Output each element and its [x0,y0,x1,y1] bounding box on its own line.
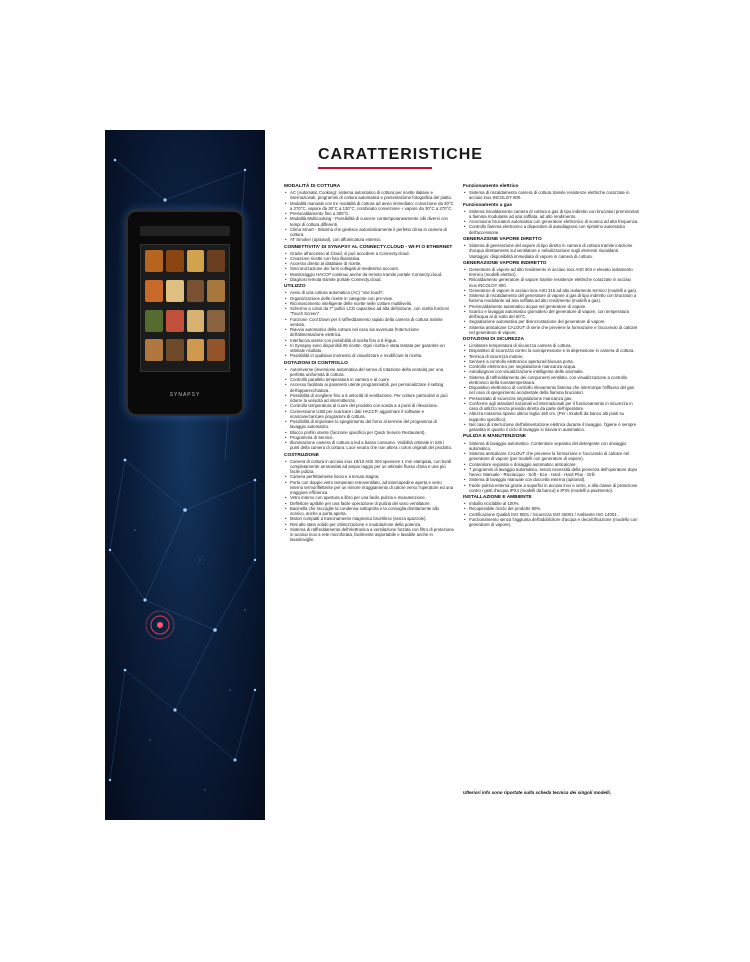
feature-item: • Imballo riciclabile al 100%. [463,501,639,506]
feature-item: • AC (Automatic Cooking): sistema automatico di cottura per ricette italiane e internazionali, programmi di cottura automatica e presentazione fotografica del piatto. [284,190,454,201]
feature-list [284,190,454,243]
feature-item: • Possibilità di scegliere fino a 6 velocità di ventilazione. Per cotture particolari si può ridurre la velocità ad intermittenza. [284,393,454,404]
feature-item: • Funzionamento senza l'aggiunta dell'addolcitore d'acqua e decalcificazione (modello con generatore di vapore). [463,517,639,528]
feature-item: • Conforme agli standard nazionali ed internazionali per il funzionamento in sicurezza in caso di utilizzo senza presidio diretto da parte dell'operatore. [463,401,639,412]
feature-item: • Autodiagnosi con visualizzazione intelligente delle anomalie. [463,369,639,374]
feature-item: • Schermo a colori da 7" pollici LCD capacitivo ad alta definizione, con scelta funzioni "Touch Screen". [284,306,454,317]
section-heading: DOTAZIONI DI CONTROLLO [284,360,348,366]
feature-item: • Controllo temperatura al cuore del prodotto con sonda a 4 punti di rilevazione. [284,403,454,408]
feature-section [463,434,639,493]
feature-item: • Possibilità in qualsiasi momento di visualizzare e modificare la ricetta. [284,353,454,358]
feature-item: • Sistema anticalcare CALOUT che previene la formazione e l'accumulo di calcare nel generatore di vapore (per modelli con generatore di vapore). [463,451,639,462]
feature-item: • Generatore di vapore in acciaio inox AISI 316 ad alto isolamento termico (modelli a gas). [463,288,639,293]
feature-item: • Sistema riscaldamento camera di cottura a gas di tipo indiretto con bruciatori premiscelati a fiamma modulante ad aria soffiata, ad alto rendimento. [463,209,639,220]
feature-item: • Sistema di raffreddamento dell'elettronica a ventilazione forzata con filtro di protezione in acciaio inox a rete microforata, facilmente asportabile e lavabile anche in lavastoviglie. [284,527,454,543]
feature-list [463,441,639,494]
feature-item: • Accesso diretto al database di ricette. [284,261,454,266]
feature-item: • Sincronizzazione dei forni collegati al medesimo account. [284,266,454,271]
feature-section [463,495,639,527]
feature-item: • Accensione bruciatori automatica con generatore elettronico di scarica ad alta frequenza. [463,219,639,224]
feature-item: • Bacinella che raccoglie la condensa sottoporta e la convoglia direttamente allo scarico, anche a porta aperta. [284,506,454,517]
feature-item: • Riconoscimento intelligente delle ricette nelle cotture multilivello. [284,301,454,306]
feature-item: • Scarico e lavaggio automatico giornaliero del generatore di vapore, con temperatura dell'acqua al di sotto dei 60°C. [463,309,639,320]
feature-item: • Camera perfettamente liscia e a tenuta stagna. [284,474,454,479]
feature-item: • Preriscaldamento automatico acqua nel generatore di vapore. [463,304,639,309]
feature-item: • Termica di sicurezza motore. [463,354,639,359]
feature-item: • Diagnosi remota tramite portale Connecty.cloud. [284,277,454,282]
feature-item: • Limitatore temperatura di sicurezza camera di cottura. [463,343,639,348]
section-heading: GENERAZIONE VAPORE DIRETTO [463,236,542,242]
feature-list [284,367,454,451]
feature-item: • Grazie all'accesso al Cloud, si può accedere a Connecty.cloud. [284,251,454,256]
section-heading: DOTAZIONI DI SICUREZZA [463,337,524,343]
feature-item: • Altezza massima ripiano ultimo teglia 160 cm. (Per i modelli da banco alti posti su supporto specifico). [463,411,639,422]
feature-item: • Sistema di riscaldamento del generatore di vapore a gas di tipo indiretto con bruciatori a fiamma modulante ad aria soffiata ad alto rendimento (modelli a gas). [463,293,639,304]
feature-item: • Vetro interno con apertura a libro per una facile pulizia e manutenzione. [284,495,454,500]
feature-item: • Avvio di una cottura automatica (AC) "one touch". [284,290,454,295]
feature-item: • Autoreverse (inversione automatica del senso di rotazione della ventola) per una perfetta uniformità di cottura. [284,367,454,378]
feature-item: • Interfaccia utente con possibilità di scelta fino a 6 lingue. [284,338,454,343]
features-left-column [284,184,454,545]
feature-item: • Blocco profilo utente (funzione specifica per Quick Service Restaurant). [284,430,454,435]
feature-list [463,343,639,432]
feature-item: • Controllo elettronico per segnalazione mancanza acqua. [463,364,639,369]
section-heading: COSTRUZIONE [284,452,319,458]
feature-item: • Sistema di lavaggio automatico. Contenitore separato del detergente con dosaggio automatico. [463,441,639,452]
feature-item: • Deflettore apribile per una facile operazione di pulizia del vano ventilatore. [284,501,454,506]
feature-item: • Modalità manuale con tre modalità di cottura ad avvio immediato: convezione da 30°C a 270°C, vapore da 30°C a 130°C, combinato convezione + vapore da 30°C a 270°C. [284,201,454,212]
section-heading: CONNETTIVITA' DI SYNAPSY AL CONNECTY.CLOUD - WI-FI O ETHERNET [284,244,453,250]
feature-item: • Clima Smart - Sistema che gestisce automaticamente il perfetto clima in camera di cottura. [284,227,454,238]
feature-section [463,237,639,259]
feature-section [463,337,639,432]
hero-background [105,130,265,820]
feature-item: • Segnalazione automatica per disincrostazione del generatore di vapore. [463,319,639,324]
feature-item: • Sistema di generazione del vapore di tipo diretto in camera di cottura tramite iniezione d'acqua direttamente sul ventilatore e nebulizzazione sugli elementi riscaldanti. Vantaggio: disponibilità immediata di vapore in camera di cottura. [463,243,639,259]
feature-item: • Motori compatti a trascinamento magnetico brushless (senza spazzole). [284,516,454,521]
feature-item: • Sensore a controllo elettronico apertura/chiusura porta. [463,359,639,364]
feature-item: • Monitoraggio HACCP continuo anche da remoto tramite portale Connecty.cloud. [284,272,454,277]
feature-section [463,261,639,335]
feature-list [284,459,454,543]
feature-item: • Sistema anticalcare CALOUT di serie che previene la formazione e l'accumulo di calcare nel generatore di vapore. [463,325,639,336]
title-underline [318,167,432,169]
feature-item: • Modalità Multicooking - Possibilità di cuocere contemporaneamente cibi diversi con tempi di cottura differenti. [284,216,454,227]
footnote: Ulteriori info sono riportate sulla scheda tecnica dei singoli modelli. [463,790,612,795]
feature-item: • Sistema di raffreddamento dei componenti ventilato, con visualizzazione a controllo elettronico della sovratemperatura. [463,375,639,386]
oven-control-panel-image [126,210,244,416]
features-right-column [463,184,639,529]
feature-item: • Riavvio automatico della cottura nel caso sia avvenuta l'interruzione dell'alimentazione elettrica. [284,327,454,338]
feature-section [284,245,454,283]
feature-item: • 7 programmi di lavaggio automatico, senza necessità della presenza dell'operatore dopo l'avvio: Manuale - Risciacquo - Soft - Eco - Hard - Hard Plus - Grill. [463,467,639,478]
feature-item: • Creazione ricette con foto illustrativa. [284,256,454,261]
device-touchscreen [140,244,230,372]
feature-item: • Possibilità di impostare lo spegnimento del forno al termine del programma di lavaggio automatico. [284,419,454,430]
feature-item: • Controllo fiamma elettronico a dispositivo di autodiagnosi con ripristino automatico dell'accensione. [463,224,639,235]
section-heading: Funzionamento a gas [463,202,513,208]
feature-item: • Nel caso di interruzione dell'alimentazione elettrica durante il lavaggio, l'igiene è sempre garantita in quanto il ciclo di lavaggio si riavvia in automatico. [463,422,639,433]
feature-item: • Preriscaldamento fino a 300°C. [284,211,454,216]
feature-section [463,203,639,235]
feature-list [284,251,454,283]
feature-section [284,184,454,243]
feature-item: • Riscaldamento generatore di vapore tramite resistenze elettriche corazzate in acciaio inox INCOLOY 800. [463,277,639,288]
feature-item: • Connessione USB per scaricare i dati HACCP, aggiornare il software e scaricare/caricare programmi di cottura. [284,409,454,420]
feature-item: • Facile pulizia esterna grazie a superfici in acciaio inox e vetro, e alla classe di protezione contro i getti d'acqua IPX4 (modelli da banco) e IPX5 (modelli a pavimento). [463,483,639,494]
feature-section [284,284,454,358]
feature-item: • Funzione Cool Down per il raffreddamento rapido della camera di cottura tramite ventola. [284,317,454,328]
feature-item: • Programma di Service. [284,435,454,440]
feature-item: • Reti allo stato solido per ottimizzazione e modulazione della potenza. [284,522,454,527]
feature-item: • Illuminazione camera di cottura a led a basso consumo. Visibilità ottimale in tutti i punti della camera di cottura. Luce neutra che non altera i colori originali del prodotto. [284,440,454,451]
feature-item: • Contenitore separato e dosaggio automatico anticalcare. [463,462,639,467]
feature-section [284,361,454,451]
feature-item: • Certificazione Qualità ISO 9001 / Sicurezza ISO 45001 / Ambiente ISO 14001. [463,512,639,517]
device-logo: SYNAPSY [169,392,201,398]
feature-item: • Pressostato di sicurezza segnalazione mancanza gas. [463,396,639,401]
feature-item: • Organizzazione delle ricette in categorie con pre-view. [284,296,454,301]
section-heading: GENERAZIONE VAPORE INDIRETTO [463,260,547,266]
feature-list [463,501,639,527]
feature-section [463,184,639,201]
feature-item: • Sistema di riscaldamento camera di cottura tramite resistenze elettriche corazzate in acciaio inox INCOLOY 800. [463,190,639,201]
feature-item: • In Synapsy sono disponibili 95 ricette. Ogni ricetta è stata testata per garantire un ottimale risultato. [284,343,454,354]
feature-item: • Porta con doppio vetro temperato retroventilato, ad intercapedine aperta e vetro interno termoriflettente per un minore irraggiamento di calore verso l'operatore ed una maggiore efficienza. [284,480,454,496]
section-heading: UTILIZZO [284,284,306,290]
section-heading: INSTALLAZIONE E AMBIENTE [463,495,532,501]
feature-item: • AT Smoker (optional), con affumicatura esterna. [284,237,454,242]
feature-item: • Recuperabile riciclo del prodotto 90%. [463,506,639,511]
section-heading: PULIZIA E MANUTENZIONE [463,434,526,440]
feature-list [463,190,639,201]
feature-list [463,267,639,335]
feature-item: • Dispositivo di sicurezza contro la sovrapressione e la depressione in camera di cottura. [463,348,639,353]
section-heading: Funzionamento elettrico [463,184,519,189]
section-heading: MODALITÀ DI COTTURA [284,184,341,189]
feature-list [463,209,639,235]
feature-item: • Accesso facilitato ai parametri utente programmabili, per personalizzare il setting dell'apparecchiatura. [284,382,454,393]
feature-section [284,453,454,543]
feature-item: • Camera di cottura in acciaio inox 18/10 AISI 304 spessore 1 mm stampata, con bordi completamente arrotondati ad ampio raggio per un ottimale flusso d'aria e una più facile pulizia. [284,459,454,475]
feature-item: • Sistema di lavaggio manuale con doccetta esterna (optional). [463,477,639,482]
feature-item: • Generatore di vapore ad alto rendimento in acciaio inox AISI 304 e elevato isolamento termico (modelli elettrici). [463,267,639,278]
device-top-bar [140,226,230,236]
page-title: CARATTERISTICHE [318,146,483,163]
feature-item: • Dispositivo elettronico di controllo rilevamento fiamma che interrompe l'afflusso del gas nel caso di spegnimento accidentale della fiamma bruciatori. [463,385,639,396]
feature-item: • Controllo parallelo temperatura in camera e al cuore. [284,377,454,382]
feature-list [284,290,454,358]
feature-list [463,243,639,259]
